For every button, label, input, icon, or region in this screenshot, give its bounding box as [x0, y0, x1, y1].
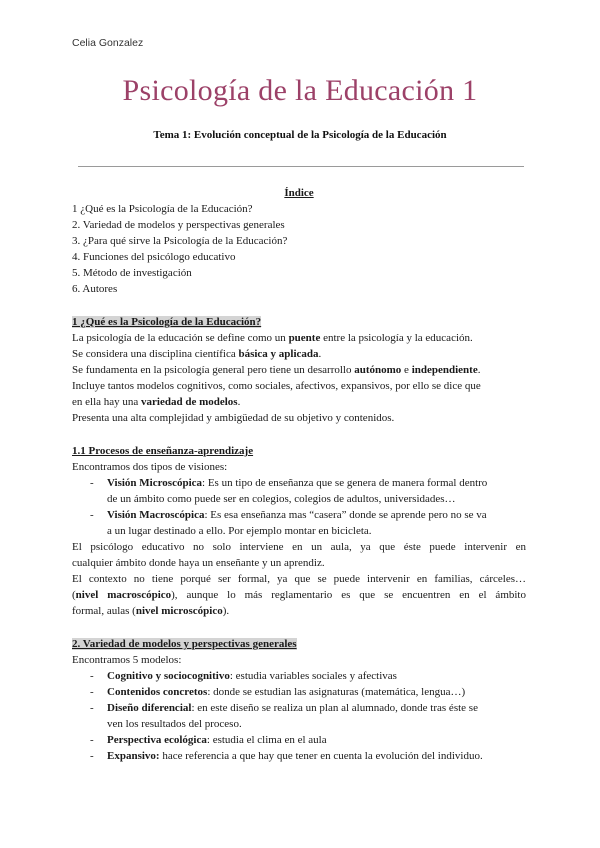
paragraph-line: El psicólogo educativo no solo interviene en un aula, ya que éste puede intervenir en [72, 541, 526, 553]
paragraph-line: Encontramos dos tipos de visiones: [72, 461, 228, 473]
paragraph-line: en ella hay una variedad de modelos. [72, 396, 241, 408]
list-item: - Diseño diferencial: en este diseño se realiza un plan al alumnado, donde tras éste se [90, 702, 478, 714]
list-item: - Perspectiva ecológica: estudia el clima en el aula [90, 734, 327, 746]
index-heading: Índice [284, 187, 314, 199]
author-name: Celia Gonzalez [72, 37, 144, 49]
list-item-continuation: de un ámbito como puede ser en colegios, colegios de adultos, universidades… [107, 493, 456, 505]
index-item: 3. ¿Para qué sirve la Psicología de la Educación? [72, 235, 288, 247]
paragraph-line: Presenta una alta complejidad y ambigüedad de su objetivo y contenidos. [72, 412, 395, 424]
section-heading: 2. Variedad de modelos y perspectivas generales [72, 638, 297, 650]
paragraph-line: Se considera una disciplina científica básica y aplicada. [72, 348, 322, 360]
index-item: 4. Funciones del psicólogo educativo [72, 251, 236, 263]
divider-line [78, 166, 524, 167]
index-item: 2. Variedad de modelos y perspectivas generales [72, 219, 285, 231]
document-body [72, 185, 526, 764]
paragraph-line: El contexto no tiene porqué ser formal, ya que se puede intervenir en familias, cárceles… [72, 573, 526, 585]
paragraph-line: Se fundamenta en la psicología general pero tiene un desarrollo autónomo e independiente. [72, 364, 481, 376]
paragraph-line: formal, aulas (nivel microscópico). [72, 605, 230, 617]
paragraph-line: La psicología de la educación se define como un puente entre la psicología y la educación. [72, 332, 473, 344]
document-subtitle: Tema 1: Evolución conceptual de la Psicología de la Educación [153, 129, 447, 141]
list-item: - Cognitivo y sociocognitivo: estudia variables sociales y afectivas [90, 670, 397, 682]
list-item: - Visión Macroscópica: Es esa enseñanza mas “casera” donde se aprende pero no se va [90, 509, 487, 521]
index-item: 1 ¿Qué es la Psicología de la Educación? [72, 203, 253, 215]
list-item-continuation: a un lugar destinado a ello. Por ejemplo montar en bicicleta. [107, 525, 372, 537]
paragraph-line: Incluye tantos modelos cognitivos, como sociales, afectivos, expansivos, por ello se dice que [72, 380, 481, 392]
section-heading: 1 ¿Qué es la Psicología de la Educación? [72, 316, 262, 328]
list-item: - Visión Microscópica: Es un tipo de enseñanza que se genera de manera formal dentro [90, 477, 488, 489]
list-item: - Contenidos concretos: donde se estudian las asignaturas (matemática, lengua…) [90, 686, 466, 698]
index-item: 5. Método de investigación [72, 267, 192, 279]
paragraph-line: Encontramos 5 modelos: [72, 654, 182, 666]
paragraph-line: cualquier ámbito donde haya un enseñante y un aprendiz. [72, 557, 325, 569]
document-title: Psicología de la Educación 1 [122, 74, 478, 107]
paragraph-line: (nivel macroscópico), aunque lo más reglamentario es que se encuentren en el ámbito [72, 589, 526, 601]
list-item: - Expansivo: hace referencia a que hay que tener en cuenta la evolución del individuo. [90, 750, 483, 762]
index-item: 6. Autores [72, 283, 118, 295]
list-item-continuation: ven los resultados del proceso. [107, 718, 242, 730]
subsection-heading: 1.1 Procesos de enseñanza-aprendizaje [72, 445, 254, 457]
